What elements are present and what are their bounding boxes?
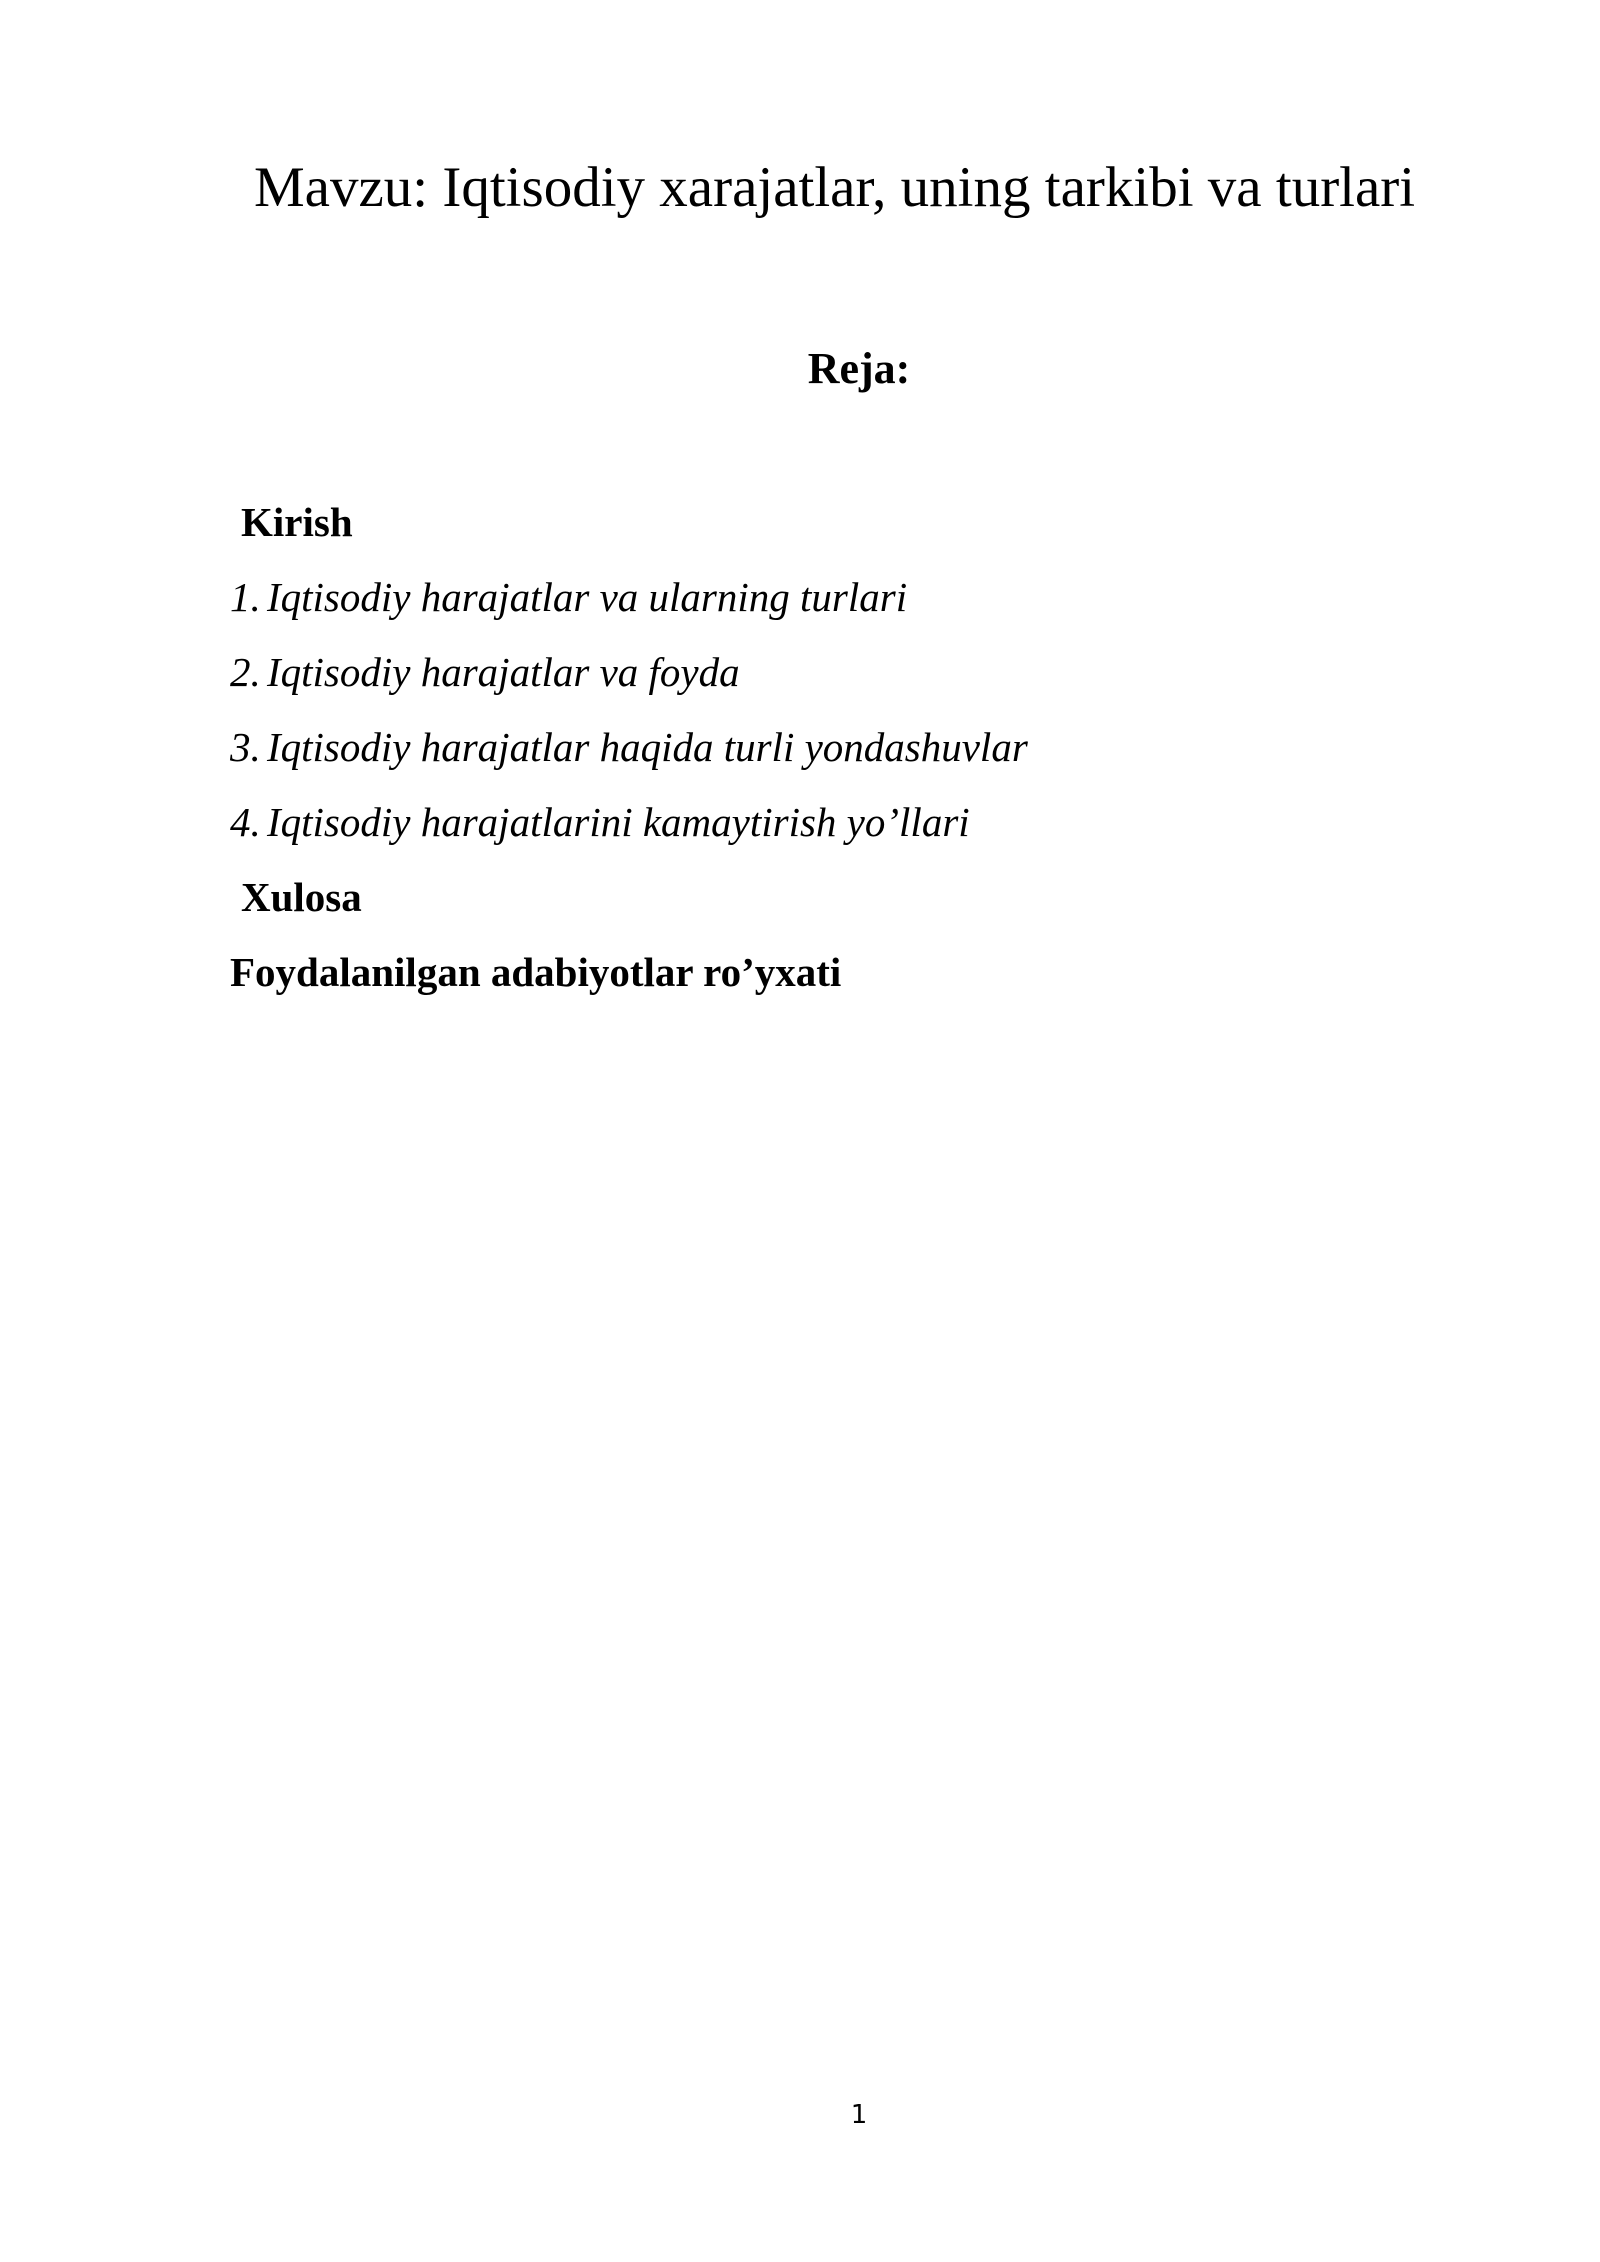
toc-item-1 bbox=[230, 569, 1028, 644]
toc-item-4 bbox=[230, 794, 1028, 869]
table-of-contents bbox=[230, 494, 1028, 1019]
page-number: 1 bbox=[850, 2100, 868, 2130]
toc-item-text: Iqtisodiy harajatlar va ularning turlari bbox=[267, 574, 908, 620]
document-title: Mavzu: Iqtisodiy xarajatlar, uning tarkibi va turlari bbox=[254, 156, 1416, 219]
toc-item-number: 4. bbox=[230, 799, 261, 845]
toc-item-number: 1. bbox=[230, 574, 261, 620]
toc-item-text: Iqtisodiy harajatlarini kamaytirish yo’llari bbox=[267, 799, 970, 845]
toc-intro: Kirish bbox=[241, 499, 353, 545]
toc-item-text: Iqtisodiy harajatlar va foyda bbox=[267, 649, 740, 695]
toc-item-number: 3. bbox=[230, 724, 261, 770]
toc-item-3 bbox=[230, 719, 1028, 794]
toc-conclusion: Xulosa bbox=[241, 874, 362, 920]
plan-heading: Reja: bbox=[807, 344, 911, 393]
toc-item-text: Iqtisodiy harajatlar haqida turli yondashuvlar bbox=[267, 724, 1028, 770]
toc-item-number: 2. bbox=[230, 649, 261, 695]
toc-references: Foydalanilgan adabiyotlar ro’yxati bbox=[230, 949, 842, 995]
toc-item-2 bbox=[230, 644, 1028, 719]
